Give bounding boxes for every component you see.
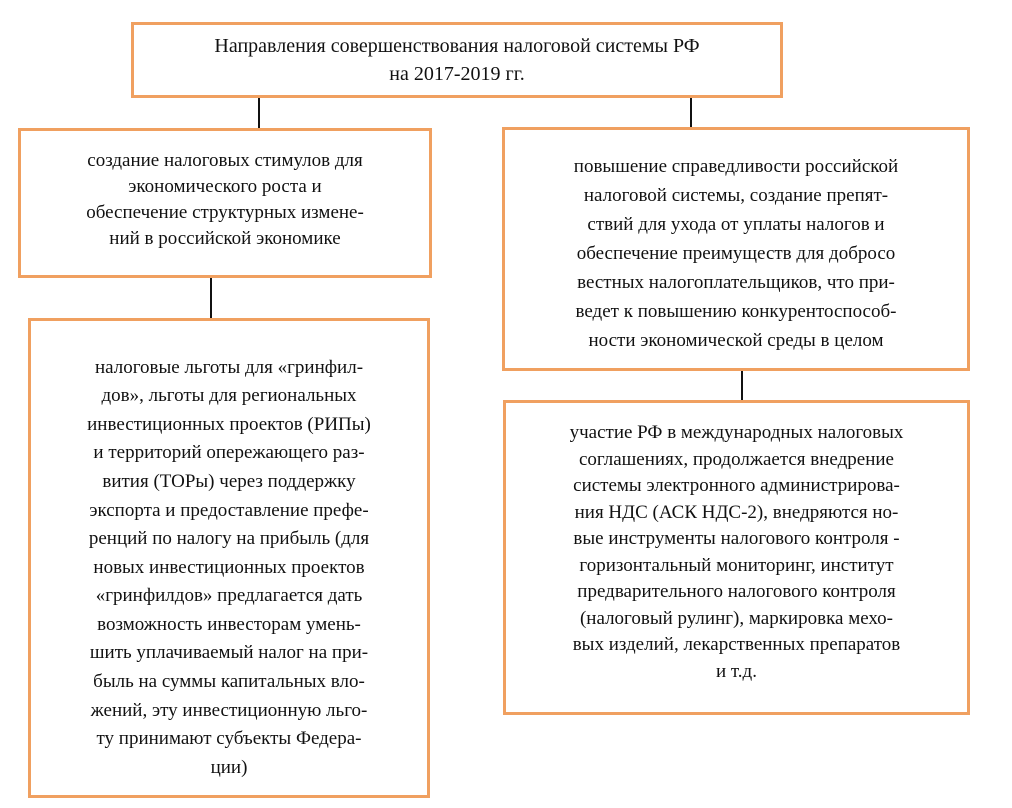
text-line: инвестиционных проектов (РИПы): [87, 413, 371, 435]
text-line: экономического роста и: [128, 176, 322, 197]
title-line: на 2017-2019 гг.: [389, 63, 525, 85]
text-line: налоговые льготы для «гринфил-: [94, 356, 364, 378]
left-detail-box: [28, 318, 430, 798]
text-line: ствий для ухода от уплаты налогов и: [587, 213, 885, 235]
title-text: [214, 32, 699, 88]
text-line: ведет к повышению конкурентоспособ-: [575, 300, 897, 322]
text-line: экспорта и предоставление префе-: [89, 499, 369, 521]
connector-title-right: [690, 98, 692, 127]
text-line: вития (ТОРы) через поддержку: [102, 470, 356, 492]
text-line: «гринфилдов» предлагается дать: [95, 585, 363, 607]
text-line: шить уплачиваемый налог на при-: [89, 642, 369, 664]
text-line: создание налоговых стимулов для: [87, 150, 363, 171]
text-line: налоговой системы, создание препят-: [583, 184, 889, 206]
text-line: дов», льготы для региональных: [101, 385, 357, 407]
left-detail-text: [87, 354, 371, 783]
text-line: ний в российской экономике: [109, 228, 341, 249]
text-line: предварительного налогового контроля: [577, 581, 896, 602]
text-line: ности экономической среды в целом: [588, 329, 884, 351]
text-line: (налоговый рулинг), маркировка мехо-: [579, 607, 894, 629]
text-line: быль на суммы капитальных вло-: [93, 671, 365, 693]
text-line: участие РФ в международных налоговых: [569, 422, 904, 443]
text-line: возможность инвесторам умень-: [97, 613, 361, 635]
text-line: системы электронного администрирова-: [573, 475, 900, 496]
right-goal-text: [574, 152, 898, 355]
text-line: соглашениях, продолжается внедрение: [579, 448, 894, 470]
text-line: новых инвестиционных проектов: [93, 556, 365, 578]
text-line: вые инструменты налогового контроля -: [573, 528, 900, 549]
text-line: жений, эту инвестиционную льго-: [90, 699, 368, 721]
text-line: вых изделий, лекарственных препаратов: [572, 634, 901, 655]
right-goal-box: [502, 127, 970, 371]
connector-right-goal-detail: [741, 371, 743, 400]
text-line: ния НДС (АСК НДС-2), внедряются но-: [574, 501, 899, 523]
text-line: ренций по налогу на прибыль (для: [88, 528, 370, 550]
text-line: обеспечение преимуществ для добросо: [576, 242, 896, 264]
text-line: и т.д.: [716, 660, 757, 682]
left-goal-text: [86, 148, 364, 252]
connector-title-left: [258, 98, 260, 128]
title-box: [131, 22, 783, 98]
text-line: обеспечение структурных измене-: [86, 202, 364, 223]
right-detail-box: [503, 400, 970, 715]
text-line: вестных налогоплательщиков, что при-: [577, 271, 895, 293]
connector-left-goal-detail: [210, 278, 212, 318]
left-goal-box: [18, 128, 432, 278]
text-line: горизонтальный мониторинг, институт: [579, 554, 894, 576]
title-line: Направления совершенствования налоговой системы РФ: [214, 35, 700, 57]
text-line: и территорий опережающего раз-: [93, 442, 365, 464]
text-line: ции): [210, 756, 248, 778]
text-line: повышение справедливости российской: [573, 155, 899, 177]
right-detail-text: [570, 420, 904, 685]
text-line: ту принимают субъекты Федера-: [96, 728, 362, 750]
